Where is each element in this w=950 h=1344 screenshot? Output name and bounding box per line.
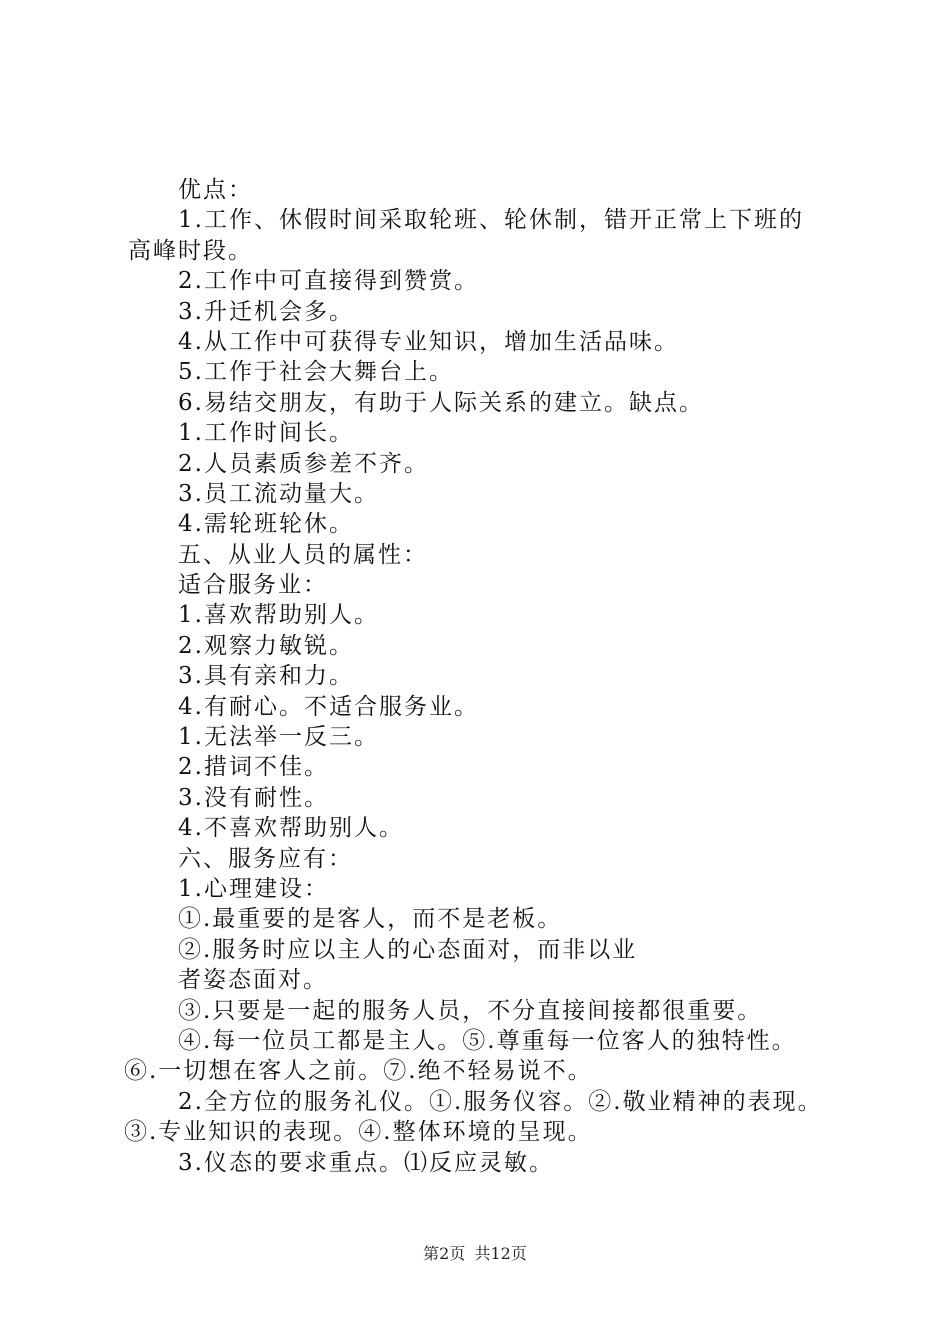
page-footer <box>0 1244 950 1264</box>
text-line: 6.易结交朋友，有助于人际关系的建立。缺点。 <box>178 389 704 416</box>
text-line: 六、服务应有： <box>178 845 353 872</box>
text-line: 2.全方位的服务礼仪。①.服务仪容。②.敬业精神的表现。 <box>178 1088 823 1115</box>
text-line: 3.员工流动量大。 <box>178 480 379 507</box>
text-line: 1.工作、休假时间采取轮班、轮休制，错开正常上下班的 <box>178 207 804 234</box>
text-line: ③.专业知识的表现。④.整体环境的呈现。 <box>124 1119 593 1146</box>
text-line: 3.没有耐性。 <box>178 784 329 811</box>
text-line: 高峰时段。 <box>128 237 253 264</box>
text-line: 4.从工作中可获得专业知识，增加生活品味。 <box>178 328 679 355</box>
text-line: 2.工作中可直接得到赞赏。 <box>178 268 479 295</box>
text-line: 1.无法举一反三。 <box>178 724 379 751</box>
text-line: ②.服务时应以主人的心态面对，而非以业 <box>178 936 638 963</box>
text-line: ④.每一位员工都是主人。⑤.尊重每一位客人的独特性。 <box>178 1027 797 1054</box>
text-line: 5.工作于社会大舞台上。 <box>178 359 454 386</box>
text-line: 优点： <box>178 177 253 203</box>
text-line: 1.喜欢帮助别人。 <box>178 602 379 629</box>
text-line: 2.观察力敏锐。 <box>178 632 354 659</box>
text-line: 3.升迁机会多。 <box>178 298 354 325</box>
text-line: 3.仪态的要求重点。⑴反应灵敏。 <box>178 1149 554 1176</box>
text-line: 3.具有亲和力。 <box>178 663 354 690</box>
text-line: 五、从业人员的属性： <box>178 541 428 568</box>
document-body <box>124 175 840 1178</box>
text-line: 2.措词不佳。 <box>178 754 329 781</box>
text-line: 适合服务业： <box>178 572 328 599</box>
text-line: 1.工作时间长。 <box>178 420 354 447</box>
text-line: 4.不喜欢帮助别人。 <box>178 815 404 842</box>
page-number: 第2页 <box>423 1244 466 1263</box>
text-line: ③.只要是一起的服务人员，不分直接间接都很重要。 <box>178 997 763 1024</box>
text-line: ⑥.一切想在客人之前。⑦.绝不轻易说不。 <box>124 1058 593 1085</box>
text-line: 者姿态面对。 <box>178 967 328 994</box>
text-line: 4.有耐心。不适合服务业。 <box>178 693 479 720</box>
text-line: 1.心理建设： <box>178 875 329 902</box>
text-line: 4.需轮班轮休。 <box>178 511 354 538</box>
page-total: 共12页 <box>474 1244 527 1263</box>
text-line: ①.最重要的是客人，而不是老板。 <box>178 906 563 933</box>
text-line: 2.人员素质参差不齐。 <box>178 450 429 477</box>
